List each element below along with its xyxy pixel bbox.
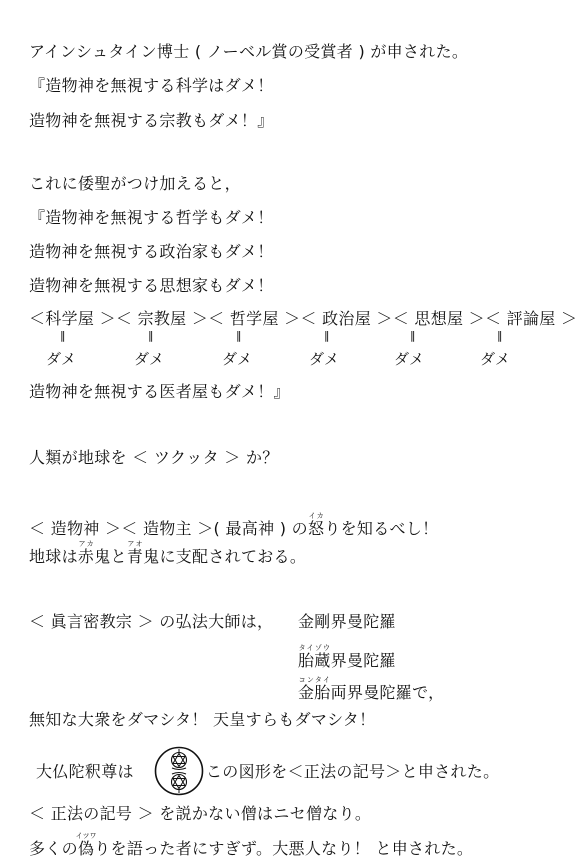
dame-label: ダメ <box>480 350 511 368</box>
text-line-2: 『造物神を無視する科学はダメ！ <box>29 76 274 95</box>
text-segment: ＜ 眞言密教宗 ＞ の弘法大師は， <box>29 612 274 631</box>
text-line-7: 造物神を無視する思想家もダメ！ <box>29 276 274 295</box>
ruby-taizo: 胎蔵タイゾウ <box>298 644 331 670</box>
text-line-3: 造物神を無視する宗教もダメ！』 <box>29 111 274 130</box>
ruby-aka: 赤アカ <box>77 540 95 566</box>
ruby-kontai: 金胎コンタイ <box>298 676 331 702</box>
dame-label: ダメ <box>222 350 253 368</box>
text-line-16: 無知な大衆をダマシタ！ 天皇すらもダマシタ！ <box>29 710 376 729</box>
text-line-11 <box>29 512 438 539</box>
text-line-5: 『造物神を無視する哲学もダメ！ <box>29 208 274 227</box>
equals-mark: ‖ <box>148 329 154 342</box>
dame-label: ダメ <box>309 350 340 368</box>
text-segment: りを語った者にすぎず。大悪人なり！ と申された。 <box>94 839 474 858</box>
text-segment: 多くの <box>29 839 78 858</box>
equals-mark: ‖ <box>410 329 416 342</box>
text-segment: ＜ 造物神 ＞＜ 造物主 ＞( 最高神 ) の <box>29 519 308 538</box>
text-line-9: 造物神を無視する医者屋もダメ！』 <box>29 382 290 401</box>
ruby-itsuwa: 偽イツワ <box>75 832 97 858</box>
seal-emblem-icon <box>154 746 204 796</box>
equals-mark: ‖ <box>60 329 66 342</box>
text-line-12 <box>29 540 306 567</box>
text-segment: 両界曼陀羅で， <box>330 683 445 702</box>
text-line-6: 造物神を無視する政治家もダメ！ <box>29 242 274 261</box>
equals-mark: ‖ <box>497 329 503 342</box>
text-segment: りを知るべし！ <box>324 519 439 538</box>
text-line-17b: この図形を＜正法の記号＞と申された。 <box>206 762 500 781</box>
ruby-ikari: 怒イカ <box>308 512 325 538</box>
ruby-ao: 青アオ <box>126 540 144 566</box>
text-segment: 鬼と <box>94 547 127 566</box>
dame-label: ダメ <box>394 350 425 368</box>
dame-label: ダメ <box>134 350 165 368</box>
text-segment: 界曼陀羅 <box>330 651 396 670</box>
text-line-17a: 大仏陀釈尊は <box>36 762 134 781</box>
text-line-4: これに倭聖がつけ加えると， <box>29 174 241 193</box>
professions-line: ＜科学屋 ＞＜ 宗教屋 ＞＜ 哲学屋 ＞＜ 政治屋 ＞＜ 思想屋 ＞＜ 評論屋 ＞ <box>29 309 578 328</box>
mandala-line-2 <box>298 644 396 671</box>
text-line-1: アインシュタイン博士 ( ノーベル賞の受賞者 ) が申された。 <box>29 42 469 61</box>
text-line-18: ＜ 正法の記号 ＞ を説かない僧はニセ僧なり。 <box>29 804 372 823</box>
text-line-10: 人類が地球を ＜ ツクッタ ＞ か？ <box>29 448 279 467</box>
text-line-19 <box>29 832 473 859</box>
text-segment: 地球は <box>29 547 78 566</box>
equals-mark: ‖ <box>236 329 242 342</box>
dame-label: ダメ <box>46 350 77 368</box>
mandala-line-1: 金剛界曼陀羅 <box>298 612 396 631</box>
text-line-13 <box>29 612 273 632</box>
mandala-line-3 <box>298 676 444 703</box>
text-segment: 鬼に支配されておる。 <box>143 547 307 566</box>
equals-mark: ‖ <box>324 329 330 342</box>
